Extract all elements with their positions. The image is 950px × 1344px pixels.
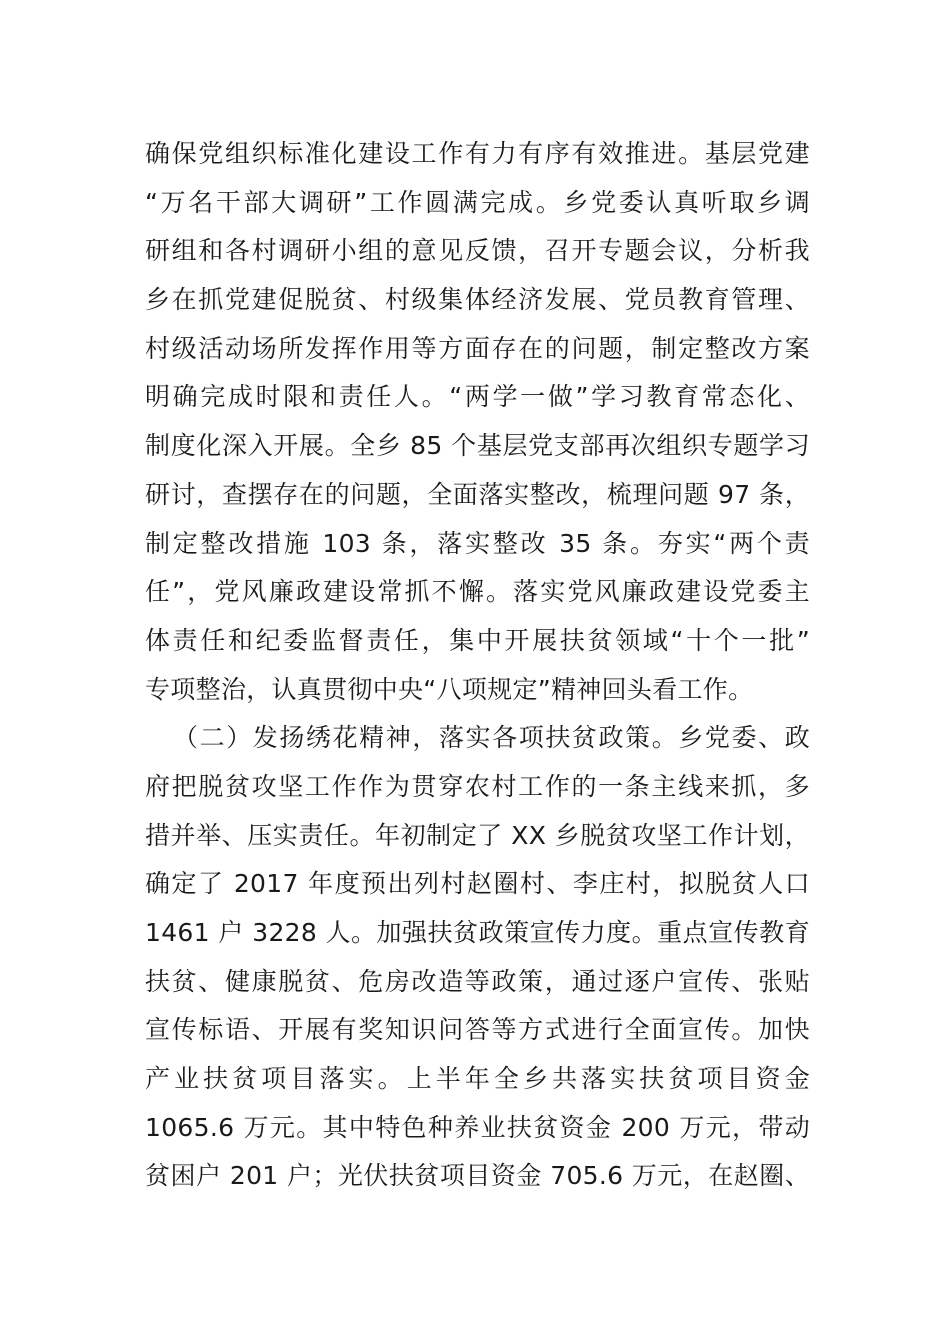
text-line: 扶贫、健康脱贫、危房改造等政策，通过逐户宣传、张贴: [145, 966, 810, 996]
text-line: 研组和各村调研小组的意见反馈，召开专题会议，分析我: [145, 236, 810, 266]
text-line: 确定了 2017 年度预出列村赵圈村、李庄村，拟脱贫人口: [145, 869, 810, 899]
text-line: 制定整改措施 103 条，落实整改 35 条。夯实“两个责: [145, 528, 810, 558]
text-line: 体责任和纪委监督责任，集中开展扶贫领域“十个一批”: [145, 625, 810, 655]
text-line: “万名干部大调研”工作圆满完成。乡党委认真听取乡调: [145, 187, 810, 217]
text-line: 任”，党风廉政建设常抓不懈。落实党风廉政建设党委主: [145, 577, 810, 607]
text-line: 研讨，查摆存在的问题，全面落实整改，梳理问题 97 条，: [145, 479, 810, 509]
text-line: 府把脱贫攻坚工作作为贯穿农村工作的一条主线来抓，多: [145, 771, 810, 801]
text-line: 1065.6 万元。其中特色种养业扶贫资金 200 万元，带动: [145, 1112, 810, 1142]
text-line: 产业扶贫项目落实。上半年全乡共落实扶贫项目资金: [145, 1064, 810, 1094]
section-heading-line: （二）发扬绣花精神，落实各项扶贫政策。乡党委、政: [173, 723, 810, 753]
text-line: 贫困户 201 户；光伏扶贫项目资金 705.6 万元，在赵圈、: [145, 1161, 810, 1191]
text-line: 1461 户 3228 人。加强扶贫政策宣传力度。重点宣传教育: [145, 918, 810, 947]
text-line: 明确完成时限和责任人。“两学一做”学习教育常态化、: [145, 382, 810, 412]
text-line: 乡在抓党建促脱贫、村级集体经济发展、党员教育管理、: [145, 285, 810, 315]
body-text: [145, 130, 810, 1201]
text-line: 措并举、压实责任。年初制定了 XX 乡脱贫攻坚工作计划，: [145, 820, 810, 850]
text-line: 确保党组织标准化建设工作有力有序有效推进。基层党建: [145, 139, 810, 168]
text-line: 宣传标语、开展有奖知识问答等方式进行全面宣传。加快: [145, 1015, 810, 1045]
text-line-paragraph-end: 专项整治，认真贯彻中央“八项规定”精神回头看工作。: [145, 674, 754, 704]
text-line: 村级活动场所发挥作用等方面存在的问题，制定整改方案: [145, 333, 810, 363]
text-line: 制度化深入开展。全乡 85 个基层党支部再次组织专题学习: [145, 431, 810, 461]
